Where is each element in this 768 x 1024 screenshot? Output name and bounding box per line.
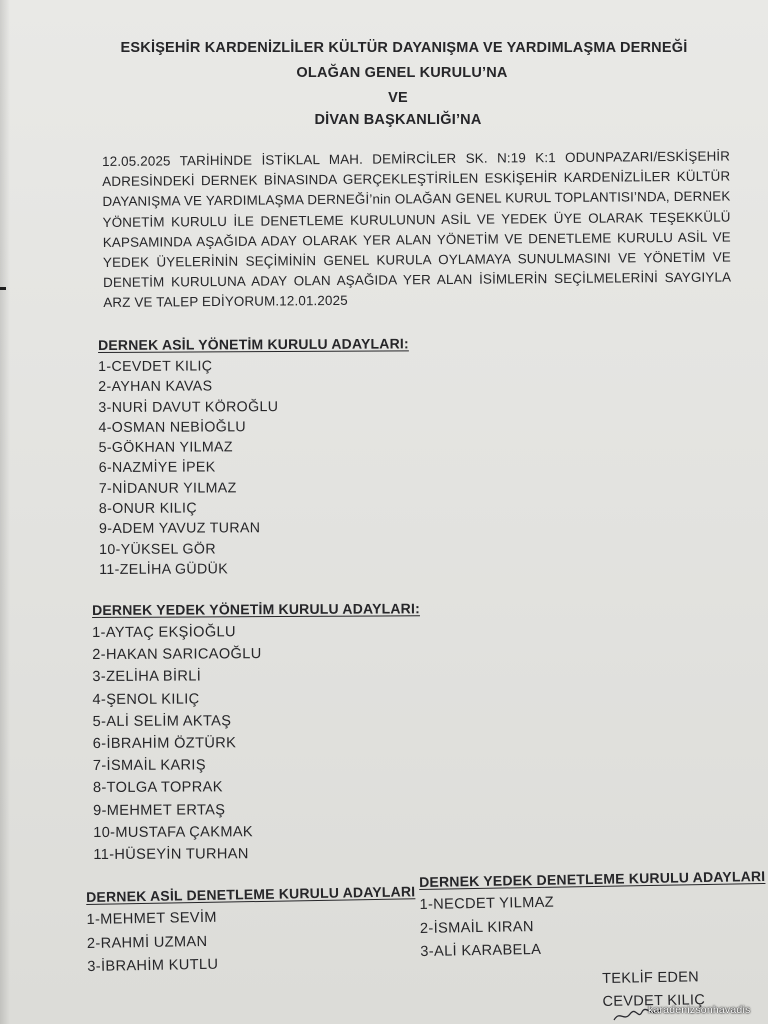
candidate-item: 1-MEHMET SEVİM — [86, 909, 217, 928]
candidate-item: 6-İBRAHİM ÖZTÜRK — [92, 735, 237, 752]
candidate-item: 4-ŞENOL KILIÇ — [92, 691, 200, 708]
binder-mark — [0, 287, 6, 290]
candidate-item: 3-ZELİHA BİRLİ — [92, 668, 202, 686]
candidate-item: 10-MUSTAFA ÇAKMAK — [93, 823, 254, 841]
section-asil-yonetim — [98, 335, 410, 580]
section-yedek-yonetim — [92, 600, 421, 866]
section-title-yedek-yonetim: DERNEK YEDEK YÖNETİM KURULU ADAYLARI: — [92, 600, 420, 618]
heading-association-name: ESKİŞEHİR KARDENİZLİLER KÜLTÜR DAYANIŞMA VE YARDIMLAŞMA DERNEĞİ — [120, 40, 688, 56]
candidate-list-yedek-yonetim — [92, 620, 421, 866]
candidate-item: 1-CEVDET KILIÇ — [98, 358, 213, 375]
candidate-item: 2-HAKAN SARICAOĞLU — [92, 646, 262, 664]
candidate-item: 9-MEHMET ERTAŞ — [93, 801, 226, 819]
candidate-item: 7-NİDANUR YILMAZ — [98, 480, 237, 497]
candidate-item: 1-AYTAÇ EKŞİOĞLU — [92, 624, 236, 641]
candidate-item: 8-TOLGA TOPRAK — [92, 779, 223, 797]
candidate-item: 10-YÜKSEL GÖR — [99, 541, 216, 558]
section-title-yedek-denetleme: DERNEK YEDEK DENETLEME KURULU ADAYLARI — [419, 867, 766, 890]
candidate-list-asil-denetleme — [86, 903, 416, 979]
signature-name: CEVDET KILIÇ — [602, 992, 706, 1010]
section-asil-denetleme — [86, 883, 417, 979]
heading-general-assembly: OLAĞAN GENEL KURULU’NA — [296, 65, 508, 81]
candidate-list-asil-yonetim — [98, 355, 410, 580]
candidate-item: 1-NECDET YILMAZ — [419, 894, 555, 913]
candidate-item: 5-ALİ SELİM AKTAŞ — [92, 713, 232, 730]
candidate-item: 11-ZELİHA GÜDÜK — [99, 561, 229, 578]
candidate-item: 11-HÜSEYİN TURHAN — [93, 846, 249, 863]
candidate-item: 2-İSMAİL KIRAN — [419, 918, 534, 937]
candidate-item: 8-ONUR KILIÇ — [98, 500, 197, 518]
candidate-item: 4-OSMAN NEBİOĞLU — [98, 419, 247, 436]
section-yedek-denetleme — [419, 868, 767, 965]
candidate-item: 3-İBRAHİM KUTLU — [87, 956, 219, 975]
watermark: karadenizsonhavadis — [648, 1004, 751, 1016]
signature-label: TEKLİF EDEN — [602, 969, 700, 987]
candidate-list-yedek-denetleme — [419, 888, 766, 965]
intro-paragraph: 12.05.2025 TARİHİNDE İSTİKLAL MAH. DEMİRCİLER SK. N:19 K:1 ODUNPAZARI/ESKİŞEHİR ADRESİNDEKİ DERNEK BİNASINDA GERÇEKLEŞTİRİLEN ESKİŞEHİR KARDENİZLİLER KÜLTÜR DAYANIŞMA VE YARDIMLAŞMA DERNEĞİ’nin OLAĞAN GENEL KURUL TOPLANTISI’NDA, DERNEK YÖNETİM KURULU İLE DENETLEME KURULUNUN ASİL VE YEDEK ÜYE OLARAK TEŞEKKÜLÜ KAPSAMINDA AŞAĞIDA ADAY OLARAK YER ALAN YÖNETİM VE DENETLEME KURULU ASİL VE YEDEK ÜYELERİNİN SEÇİMİNİN GENEL KURULA OYLAMAYA SUNULMASINI VE YÖNETİM VE DENETİM KURULUNA ADAY OLAN AŞAĞIDA YER ALAN İSİMLERİN SEÇİLMELERİNİ SAYGIYLA ARZ VE TALEP EDİYORUM.12.01.2025 — [102, 148, 732, 311]
section-title-asil-yonetim: DERNEK ASİL YÖNETİM KURULU ADAYLARI: — [98, 335, 409, 353]
candidate-item: 3-NURİ DAVUT KÖROĞLU — [98, 398, 279, 416]
page-edge-shadow — [0, 0, 10, 1024]
candidate-item: 5-GÖKHAN YILMAZ — [98, 439, 233, 457]
heading-conjunction: VE — [388, 90, 408, 106]
section-title-asil-denetleme: DERNEK ASİL DENETLEME KURULU ADAYLARI — [86, 883, 416, 905]
candidate-item: 2-AYHAN KAVAS — [98, 378, 213, 396]
candidate-item: 7-İSMAİL KARIŞ — [92, 757, 206, 775]
candidate-item: 6-NAZMİYE İPEK — [98, 459, 216, 477]
candidate-item: 3-ALİ KARABELA — [420, 941, 542, 960]
candidate-item: 9-ADEM YAVUZ TURAN — [98, 520, 261, 538]
heading-divan-presidency: DİVAN BAŞKANLIĞI’NA — [314, 112, 482, 128]
candidate-item: 2-RAHMİ UZMAN — [86, 933, 208, 952]
